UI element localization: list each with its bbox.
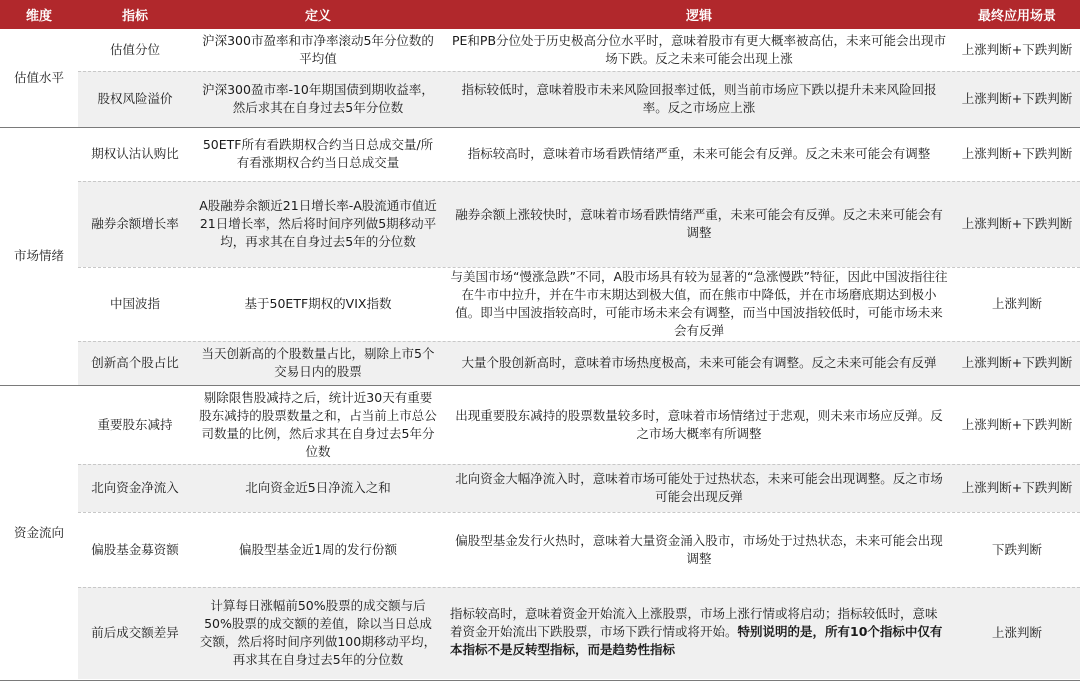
application-cell: 上涨判断 bbox=[991, 296, 1042, 311]
dimension-cell: 市场情绪 bbox=[13, 248, 64, 263]
application-cell: 上涨判断+下跌判断 bbox=[961, 91, 1073, 106]
indicator-cell: 偏股基金募资额 bbox=[91, 541, 179, 557]
header-dimension: 维度 bbox=[25, 9, 52, 24]
definition-cell: 沪深300市盈率和市净率滚动5年分位数的平均值 bbox=[202, 33, 434, 66]
definition-cell: 当天创新高的个股数量占比，剔除上市5个交易日内的股票 bbox=[201, 346, 435, 379]
logic-emphasis: 特别说明的是，所有10个指标中仅有本指标不是反转型指标，而是趋势性指标 bbox=[450, 624, 943, 657]
application-cell: 上涨判断+下跌判断 bbox=[961, 146, 1073, 161]
indicator-cell: 北向资金净流入 bbox=[91, 480, 179, 495]
indicator-cell: 创新高个股占比 bbox=[91, 355, 179, 370]
indicator-cell: 期权认沽认购比 bbox=[91, 146, 179, 161]
logic-cell: 与美国市场“慢涨急跌”不同，A股市场具有较为显著的“急涨慢跌”特征，因此中国波指往往在牛市中拉升，并在牛市末期达到极大值，而在熊市中降低，并在市场磨底期达到极小值。即当中国波指较高时，可能市场未来会有调整，而当中国波指较低时，可能市场未来会有反弹 bbox=[450, 269, 948, 338]
application-cell: 上涨判断+下跌判断 bbox=[961, 355, 1073, 370]
definition-cell: A股融券余额近21日增长率-A股流通市值近21日增长率，然后将时间序列做5期移动平均，再求其在自身过去5年的分位数 bbox=[199, 198, 437, 249]
definition-cell: 基于50ETF期权的VIX指数 bbox=[244, 296, 392, 311]
logic-cell: 大量个股创新高时，意味着市场热度极高，未来可能会有调整。反之未来可能会有反弹 bbox=[461, 355, 937, 370]
definition-cell: 沪深300盈市率-10年期国债到期收益率，然后求其在自身过去5年分位数 bbox=[202, 82, 434, 115]
definition-cell: 北向资金近5日净流入之和 bbox=[245, 480, 391, 495]
indicator-cell: 估值分位 bbox=[109, 42, 160, 57]
table-bottom-border bbox=[0, 680, 1080, 681]
indicator-cell: 中国波指 bbox=[109, 296, 160, 311]
logic-cell: PE和PB分位处于历史极高分位水平时，意味着股市有更大概率被高估，未来可能会出现市场下跌。反之未来可能会出现上涨 bbox=[451, 33, 947, 66]
logic-cell: 指标较高时，意味着市场看跌情绪严重，未来可能会有反弹。反之未来可能会有调整 bbox=[467, 146, 931, 161]
logic-cell: 出现重要股东减持的股票数量较多时，意味着市场情绪过于悲观，则未来市场应反弹。反之市场大概率有所调整 bbox=[455, 407, 943, 441]
definition-cell: 剔除限售股减持之后，统计近30天有重要股东减持的股票数量之和，占当前上市总公司数量的比例，然后求其在自身过去5年分位数 bbox=[199, 389, 437, 459]
indicator-cell: 融券余额增长率 bbox=[91, 216, 179, 231]
header-application: 最终应用场景 bbox=[977, 9, 1056, 24]
application-cell: 上涨判断+下跌判断 bbox=[961, 416, 1073, 432]
application-cell: 上涨判断+下跌判断 bbox=[961, 480, 1073, 495]
dimension-cell: 资金流向 bbox=[13, 524, 64, 540]
logic-cell: 偏股型基金发行火热时，意味着大量资金涌入股市，市场处于过热状态，未来可能会出现调整 bbox=[455, 532, 943, 566]
application-cell: 下跌判断 bbox=[991, 541, 1042, 557]
dimension-cell: 估值水平 bbox=[13, 70, 64, 85]
application-cell: 上涨判断+下跌判断 bbox=[961, 216, 1073, 231]
header-indicator: 指标 bbox=[121, 9, 148, 24]
table-header bbox=[0, 0, 1080, 29]
logic-cell: 融券余额上涨较快时，意味着市场看跌情绪严重，未来可能会有反弹。反之未来可能会有调整 bbox=[455, 207, 943, 240]
application-cell: 上涨判断 bbox=[991, 625, 1042, 640]
logic-cell bbox=[444, 587, 954, 679]
definition-cell: 偏股型基金近1周的发行份额 bbox=[239, 541, 397, 557]
logic-cell: 指标较低时，意味着股市未来风险回报率过低，则当前市场应下跌以提升未来风险回报率。反之市场应上涨 bbox=[461, 82, 937, 115]
application-cell: 上涨判断+下跌判断 bbox=[961, 42, 1073, 57]
indicator-cell: 股权风险溢价 bbox=[97, 91, 173, 106]
definition-cell: 50ETF所有看跌期权合约当日总成交量/所有看涨期权合约当日总成交量 bbox=[202, 137, 434, 170]
indicator-cell: 重要股东减持 bbox=[97, 416, 173, 432]
logic-text: 指标较高时，意味着资金开始流入上涨股票，市场上涨行情或将启动；指标较低时，意味着资金开始流出下跌股票，市场下跌行情或将开始。 bbox=[450, 606, 938, 639]
logic-cell: 北向资金大幅净流入时，意味着市场可能处于过热状态，未来可能会出现调整。反之市场可能会出现反弹 bbox=[455, 471, 943, 504]
header-logic: 逻辑 bbox=[685, 9, 712, 24]
indicator-cell: 前后成交额差异 bbox=[91, 625, 179, 640]
header-definition: 定义 bbox=[304, 9, 331, 24]
definition-cell: 计算每日涨幅前50%股票的成交额与后50%股票的成交额的差值，除以当日总成交额，然后将时间序列做100期移动平均，再求其在自身过去5年的分位数 bbox=[199, 598, 437, 667]
